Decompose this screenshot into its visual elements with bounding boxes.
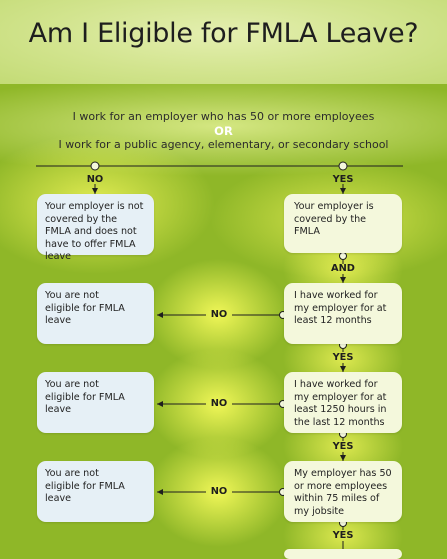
box-covered: Your employer is covered by the FMLA [284,194,402,253]
label-yes-3: YES [332,530,354,541]
box-worked-12-months: I have worked for my employer for at least 12 months [284,283,402,344]
node-no-top [91,162,99,170]
label-yes-1: YES [332,352,354,363]
box-next-step-partial [284,549,402,559]
node-and [340,253,347,260]
label-and: AND [331,263,355,274]
label-no-3: NO [210,486,228,497]
label-no-top: NO [86,174,104,185]
label-no-2: NO [210,398,228,409]
box-not-eligible-3: You are not eligible for FMLA leave [37,461,154,522]
intro-line-employer: I work for an employer who has 50 or more employees [72,110,375,123]
box-not-eligible-1: You are not eligible for FMLA leave [37,283,154,344]
label-yes-2: YES [332,441,354,452]
box-not-covered: Your employer is not covered by the FMLA and does not have to offer FMLA leave [37,194,154,255]
box-fifty-within-75-miles: My employer has 50 or more employees within 75 miles of my jobsite [284,461,402,522]
label-no-1: NO [210,309,228,320]
intro-line-public-agency: I work for a public agency, elementary, or secondary school [58,138,389,151]
box-worked-1250-hours: I have worked for my employer for at least 1250 hours in the last 12 months [284,372,402,433]
page-title: Am I Eligible for FMLA Leave? [28,18,419,49]
intro-or: OR [214,124,233,138]
label-yes-top: YES [332,174,354,185]
node-yes-top [339,162,347,170]
box-not-eligible-2: You are not eligible for FMLA leave [37,372,154,433]
